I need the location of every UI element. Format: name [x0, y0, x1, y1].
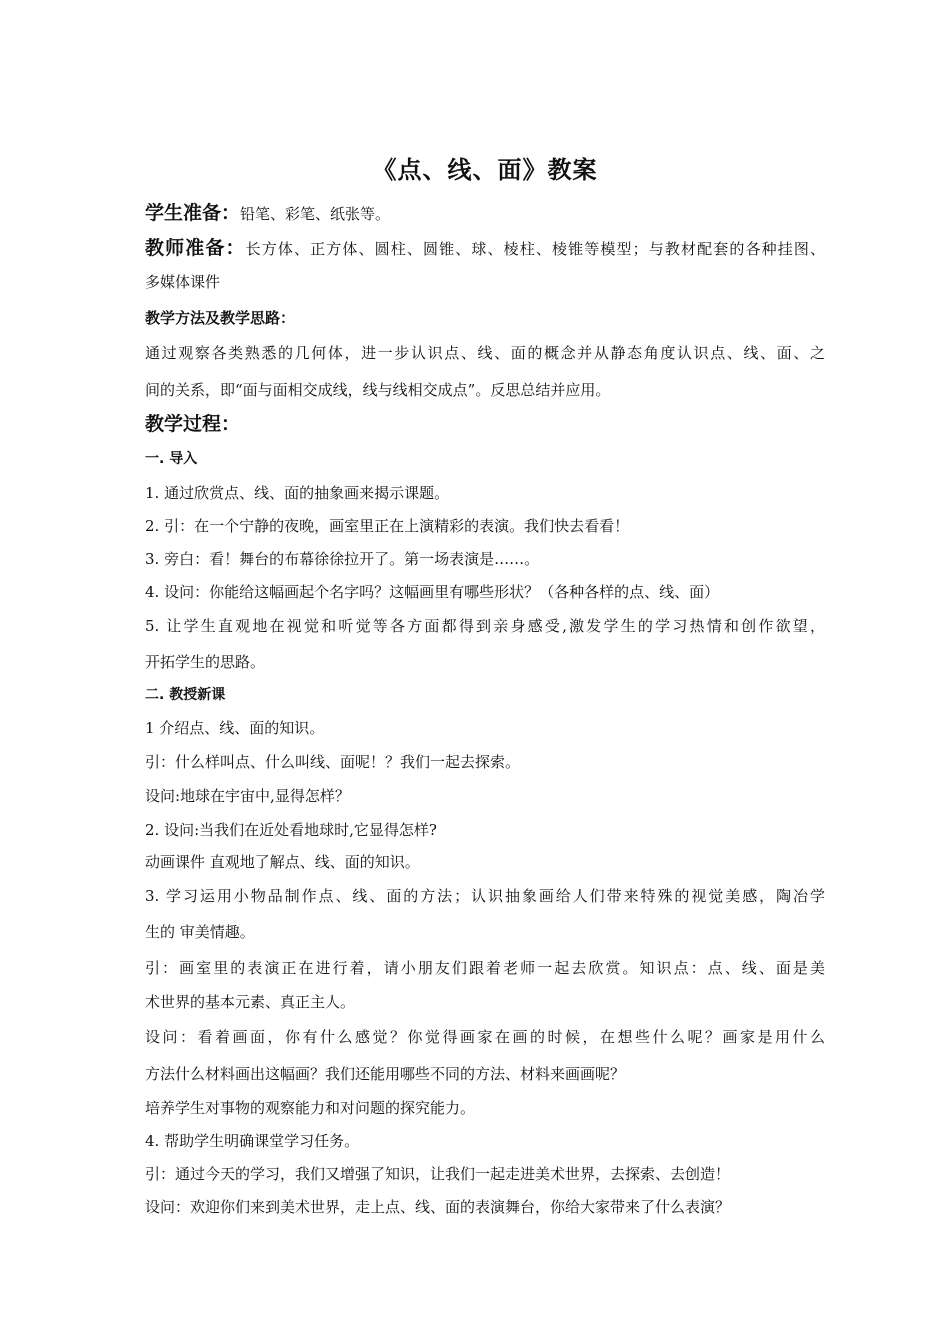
section-2-line-3: 设问:地球在宇宙中,显得怎样？ [145, 787, 350, 805]
method-paragraph-line-2: 间的关系，即“面与面相交成线，线与线相交成点”。反思总结并应用。 [145, 381, 611, 399]
section-2-line-14: 引：通过今天的学习，我们又增强了知识，让我们一起走进美术世界，去探索、去创造！ [145, 1165, 731, 1183]
teacher-prep-line-2: 多媒体课件 [145, 273, 221, 291]
section-1-heading: 一. 导入 [145, 451, 198, 467]
section-1-item-5-line-2: 开拓学生的思路。 [145, 653, 266, 671]
section-2-line-1: 1 介绍点、线、面的知识。 [145, 719, 325, 737]
section-2-line-13: 4. 帮助学生明确课堂学习任务。 [145, 1132, 360, 1150]
section-1-item-2: 2. 引：在一个宁静的夜晚，画室里正在上演精彩的表演。我们快去看看！ [145, 517, 630, 535]
section-2-line-6: 3. 学习运用小物品制作点、线、面的方法；认识抽象画给人们带来特殊的视觉美感，陶冶学 [145, 887, 825, 905]
section-1-item-4: 4. 设问：你能给这幅画起个名字吗？这幅画里有哪些形状？（各种各样的点、线、面） [145, 583, 720, 601]
teacher-prep-text: 长方体、正方体、圆柱、圆锥、球、棱柱、棱锥等模型；与教材配套的各种挂图、 [245, 240, 825, 258]
section-2-line-2: 引：什么样叫点、什么叫线、面呢！？我们一起去探索。 [145, 753, 521, 771]
section-1-item-5-line-1: 5. 让学生直观地在视觉和听觉等各方面都得到亲身感受,激发学生的学习热情和创作欲望， [145, 617, 825, 635]
section-2-line-4: 2. 设问:当我们在近处看地球时,它显得怎样? [145, 821, 437, 839]
student-prep-line [145, 203, 825, 224]
section-2-line-7: 生的 审美情趣。 [145, 923, 255, 941]
document-page [145, 0, 825, 1344]
method-heading-line [145, 308, 825, 328]
section-1-item-3: 3. 旁白：看！舞台的布幕徐徐拉开了。第一场表演是……。 [145, 550, 540, 568]
document-title: 《点、线、面》教案 [372, 156, 598, 184]
method-heading: 教学方法及教学思路： [145, 309, 296, 327]
section-2-heading: 二. 教授新课 [145, 687, 226, 703]
section-2-line-8: 引：画室里的表演正在进行着，请小朋友们跟着老师一起去欣赏。知识点：点、线、面是美 [145, 959, 825, 977]
process-heading: 教学过程： [145, 413, 241, 435]
student-prep-text: 铅笔、彩笔、纸张等。 [240, 205, 391, 223]
method-paragraph-line-1: 通过观察各类熟悉的几何体，进一步认识点、线、面的概念并从静态角度认识点、线、面、之 [145, 344, 825, 362]
student-prep-label: 学生准备： [145, 202, 241, 224]
section-1-item-1: 1. 通过欣赏点、线、面的抽象画来揭示课题。 [145, 484, 450, 502]
section-2-line-12: 培养学生对事物的观察能力和对问题的探究能力。 [145, 1099, 476, 1117]
teacher-prep-label: 教师准备： [145, 237, 246, 259]
section-2-line-15: 设问：欢迎你们来到美术世界，走上点、线、面的表演舞台，你给大家带来了什么表演？ [145, 1198, 731, 1216]
teacher-prep-line [145, 238, 825, 259]
section-2-line-9: 术世界的基本元素、真正主人。 [145, 993, 356, 1011]
section-2-line-10: 设问：看着画面，你有什么感觉？你觉得画家在画的时候，在想些什么呢？画家是用什么 [145, 1028, 825, 1046]
section-2-line-11: 方法什么材料画出这幅画？我们还能用哪些不同的方法、材料来画画呢？ [145, 1065, 626, 1083]
section-2-line-5: 动画课件 直观地了解点、线、面的知识。 [145, 853, 420, 871]
